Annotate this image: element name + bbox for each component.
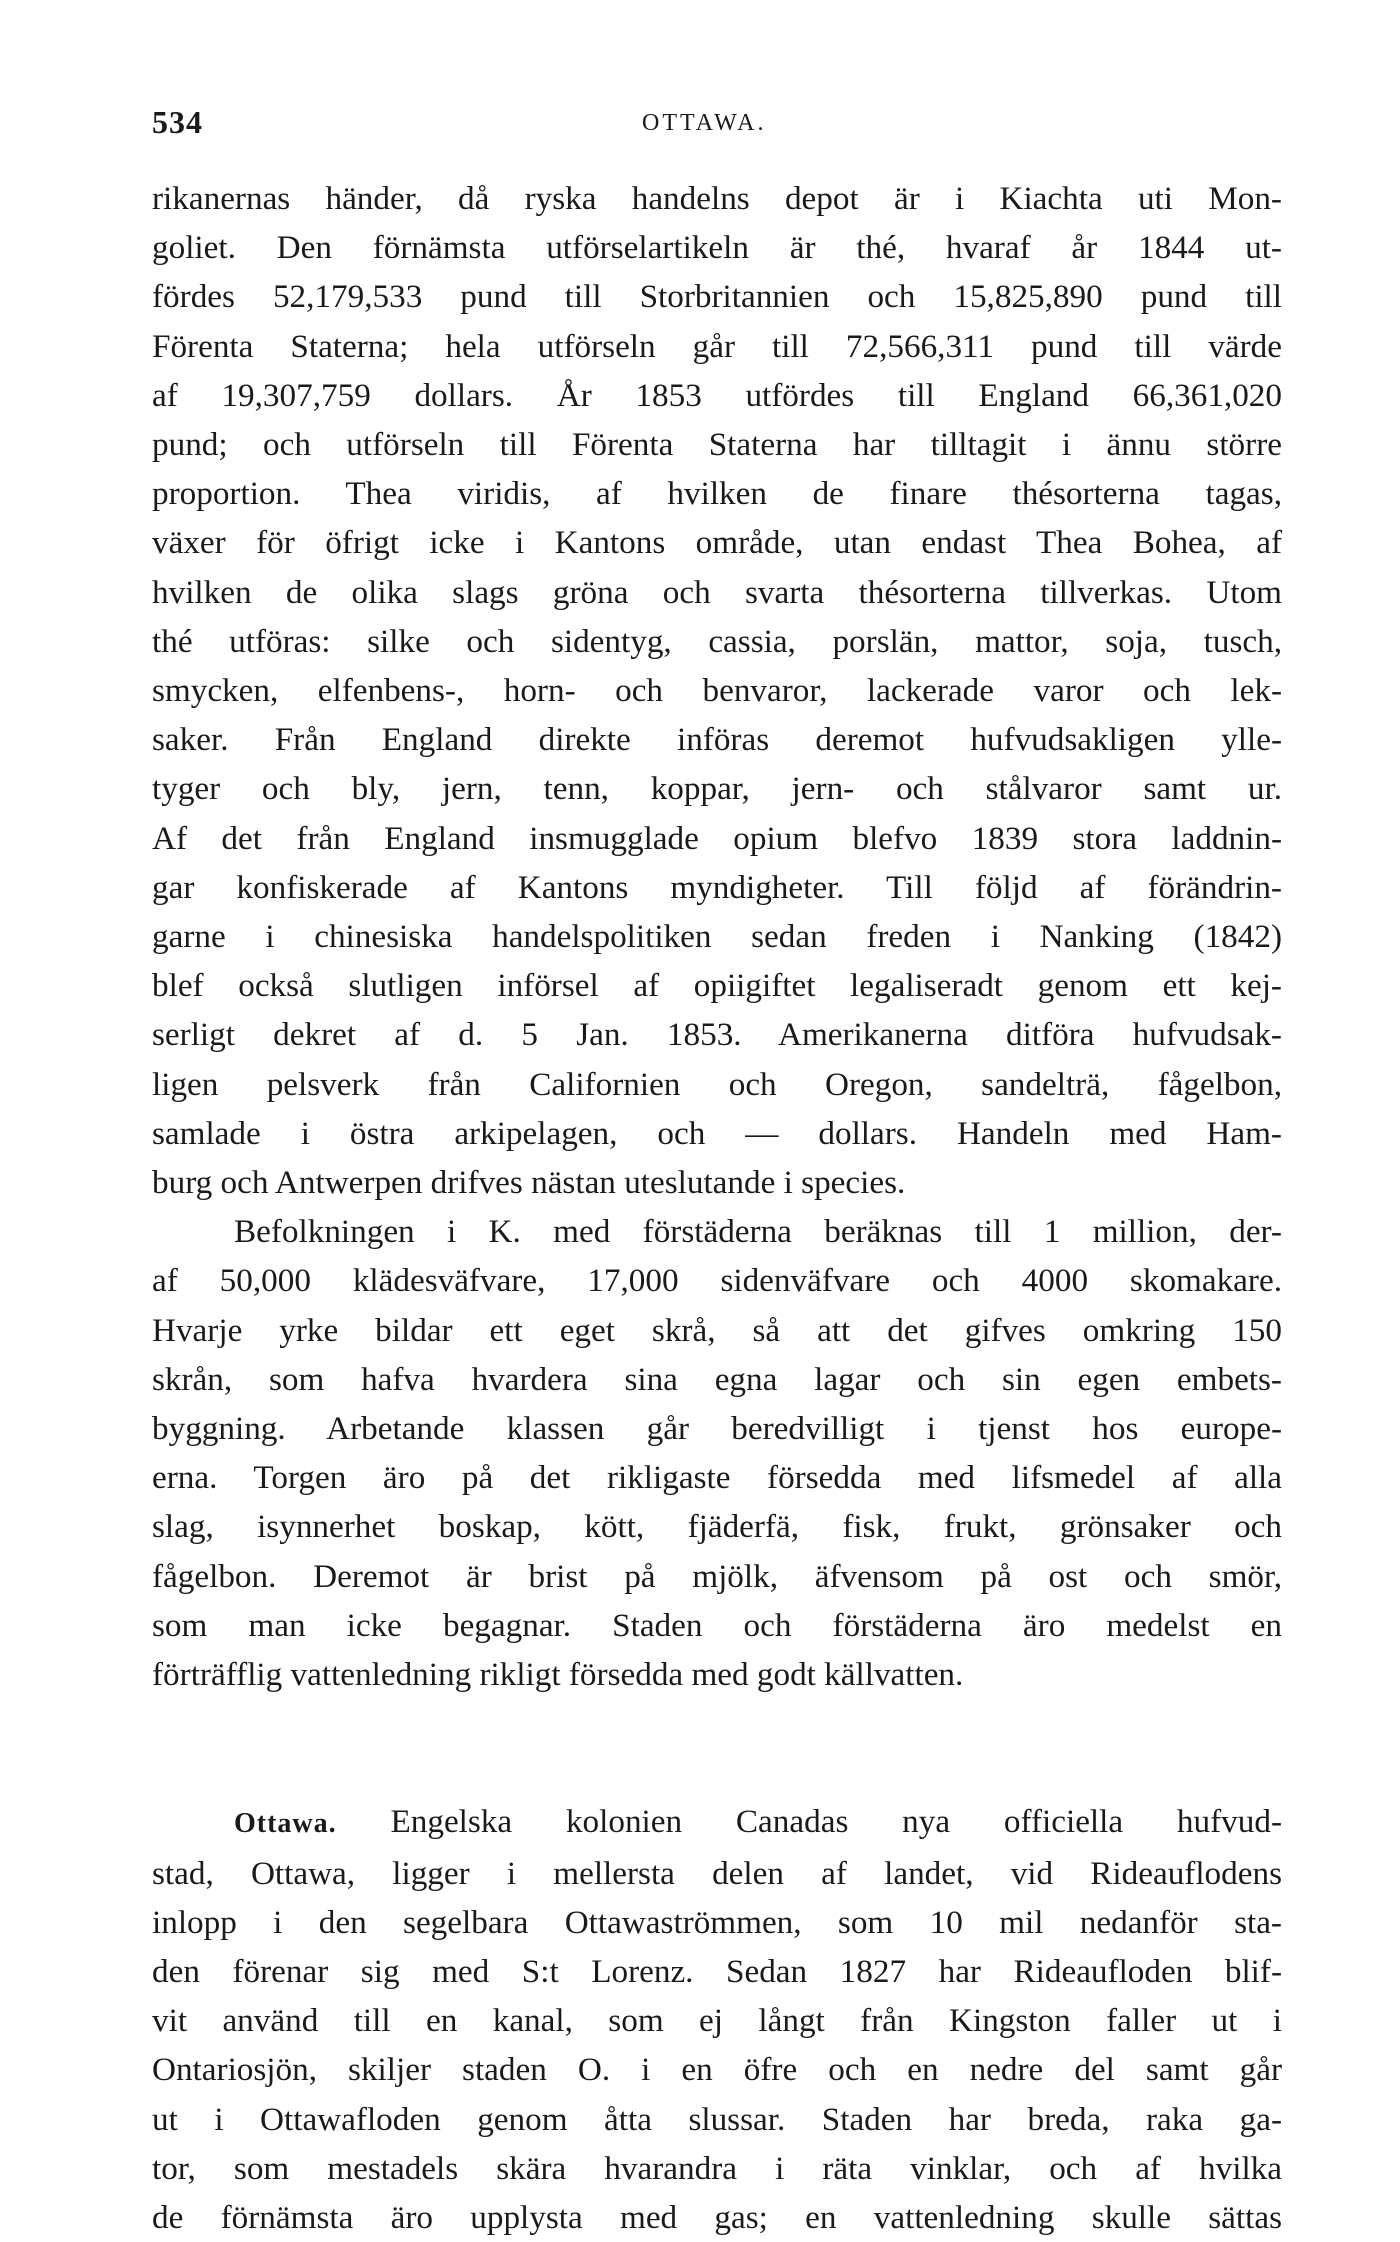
text-line: proportion. Thea viridis, af hvilken de finare thésorterna tagas, (152, 475, 1282, 513)
text-line (152, 1797, 1282, 1848)
text-line: tyger och bly, jern, tenn, koppar, jern- och stålvaror samt ur. (152, 770, 1282, 808)
text-line: Hvarje yrke bildar ett eget skrå, så att det gifves omkring 150 (152, 1311, 1282, 1349)
text-line: smycken, elfenbens-, horn- och benvaror, lackerade varor och lek- (152, 672, 1282, 710)
text-line: stad, Ottawa, ligger i mellersta delen af landet, vid Rideauflodens (152, 1854, 1282, 1892)
text-line: af 50,000 klädesväfvare, 17,000 sidenväfvare och 4000 skomakare. (152, 1262, 1282, 1300)
text-line: garne i chinesiska handelspolitiken sedan freden i Nanking (1842) (152, 918, 1282, 956)
paragraph-2 (152, 1207, 1282, 1699)
text-line: de förnämsta äro upplysta med gas; en vattenledning skulle sättas (152, 2198, 1282, 2236)
text-line: vit använd till en kanal, som ej långt från Kingston faller ut i (152, 2002, 1282, 2040)
text-line: burg och Antwerpen drifves nästan uteslutande i species. (152, 1164, 906, 1202)
text-line: inlopp i den segelbara Ottawaströmmen, som 10 mil nedanför sta- (152, 1903, 1282, 1941)
text-line: Ontariosjön, skiljer staden O. i en öfre och en nedre del samt går (152, 2051, 1282, 2089)
text-line: växer för öfrigt icke i Kantons område, utan endast Thea Bohea, af (152, 524, 1282, 562)
text-line: slag, isynnerhet boskap, kött, fjäderfä, fisk, frukt, grönsaker och (152, 1508, 1282, 1546)
text-line: gar konfiskerade af Kantons myndigheter. Till följd af förändrin- (152, 868, 1282, 906)
page-header (152, 104, 1282, 144)
text-line: thé utföras: silke och sidentyg, cassia, porslän, mattor, soja, tusch, (152, 622, 1282, 660)
text-line: byggning. Arbetande klassen går beredvilligt i tjenst hos europe- (152, 1410, 1282, 1448)
paragraph-1 (152, 174, 1282, 1207)
text-line: samlade i östra arkipelagen, och — dollars. Handeln med Ham- (152, 1114, 1282, 1152)
text-line: serligt dekret af d. 5 Jan. 1853. Amerikanerna ditföra hufvudsak- (152, 1016, 1282, 1054)
section-heading: Ottawa. (234, 1808, 337, 1840)
paragraph-3 (152, 1797, 1282, 2242)
text-line: som man icke begagnar. Staden och förstäderna äro medelst en (152, 1606, 1282, 1644)
text-line: ligen pelsverk från Californien och Oregon, sandelträ, fågelbon, (152, 1065, 1282, 1103)
text-line: fördes 52,179,533 pund till Storbritannien och 15,825,890 pund till (152, 278, 1282, 316)
text-line: ut i Ottawafloden genom åtta slussar. Staden har breda, raka ga- (152, 2100, 1282, 2138)
text-line: Befolkningen i K. med förstäderna beräknas till 1 million, der- (234, 1213, 1282, 1251)
section-gap (152, 1699, 1282, 1797)
text-line: förträfflig vattenledning rikligt försedda med godt källvatten. (152, 1656, 964, 1694)
text-line: rikanernas händer, då ryska handelns depot är i Kiachta uti Mon- (152, 180, 1282, 217)
text-line: hvilken de olika slags gröna och svarta thésorterna tillverkas. Utom (152, 573, 1282, 611)
body-text (152, 174, 1282, 2242)
text-line: den förenar sig med S:t Lorenz. Sedan 1827 har Rideaufloden blif- (152, 1952, 1282, 1990)
text-line: erna. Torgen äro på det rikligaste försedda med lifsmedel af alla (152, 1459, 1282, 1497)
text-line: af 19,307,759 dollars. År 1853 utfördes till England 66,361,020 (152, 376, 1282, 414)
text-line: goliet. Den förnämsta utförselartikeln är thé, hvaraf år 1844 ut- (152, 229, 1282, 267)
text-line: tor, som mestadels skära hvarandra i räta vinklar, och af hvilka (152, 2149, 1282, 2187)
text-line: pund; och utförseln till Förenta Staterna har tilltagit i ännu större (152, 426, 1282, 464)
text-line: Af det från England insmugglade opium blefvo 1839 stora laddnin- (152, 819, 1282, 857)
running-head: OTTAWA. (642, 110, 767, 136)
text-line: fågelbon. Deremot är brist på mjölk, äfvensom på ost och smör, (152, 1557, 1282, 1595)
text-fragment: Engelska kolonien Canadas nya officiella hufvud- (390, 1803, 1282, 1841)
text-line: skrån, som hafva hvardera sina egna lagar och sin egen embets- (152, 1360, 1282, 1398)
text-line: blef också slutligen införsel af opiigiftet legaliseradt genom ett kej- (152, 967, 1282, 1005)
page-number: 534 (152, 104, 203, 140)
text-line: Förenta Staterna; hela utförseln går till 72,566,311 pund till värde (152, 327, 1282, 365)
text-line: saker. Från England direkte införas deremot hufvudsakligen ylle- (152, 721, 1282, 759)
